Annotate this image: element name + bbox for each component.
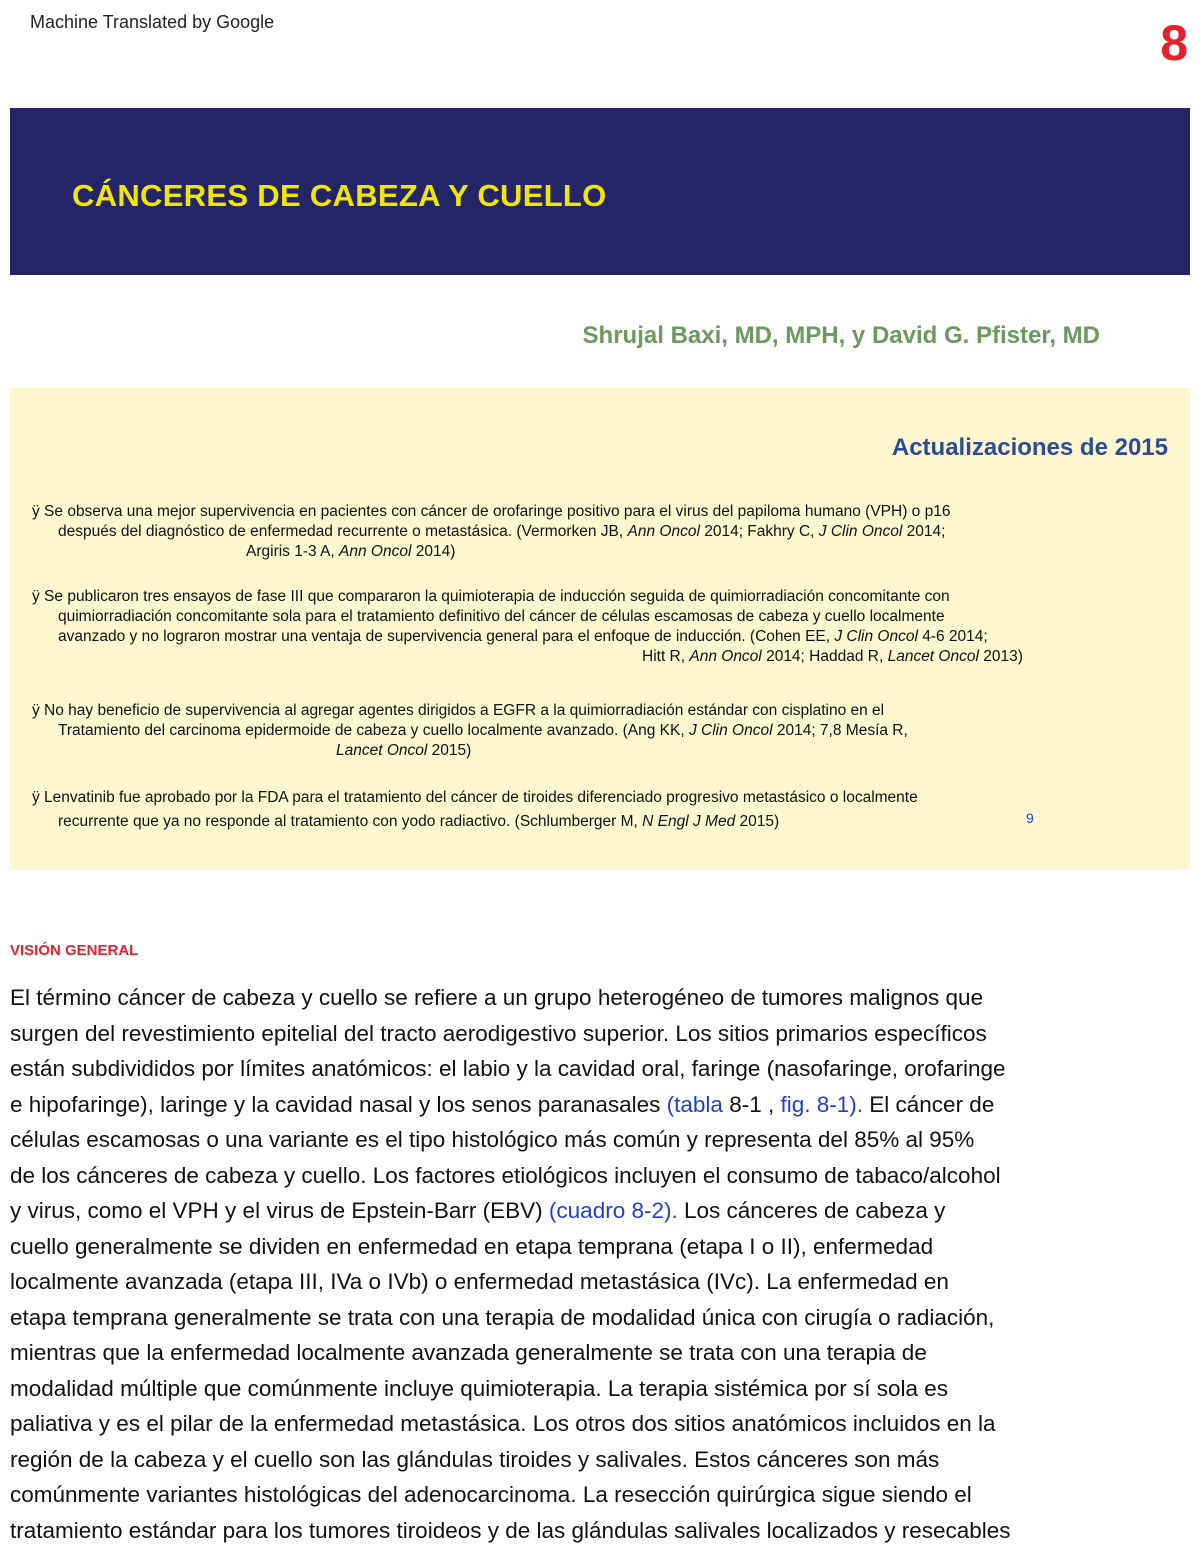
update-bullet-line: ÿ Se publicaron tres ensayos de fase III que compararon la quimioterapia de inducción seguida de quimiorradiación concomitante con: [32, 588, 950, 605]
box-link[interactable]: (cuadro 8-2).: [548, 1198, 678, 1223]
update-bullet-1: [32, 502, 950, 562]
paragraph-line: región de la cabeza y el cuello son las glándulas tiroides y salivales. Estos cánceres son más: [10, 1446, 940, 1472]
paragraph-line: paliativa y es el pilar de la enfermedad metastásica. Los otros dos sitios anatómicos incluidos en la: [10, 1411, 996, 1436]
paragraph-line: mientras que la enfermedad localmente avanzada generalmente se trata con una terapia de: [10, 1340, 927, 1365]
journal-name: J Clin Oncol: [834, 628, 918, 645]
text-span: 4-6 2014;: [917, 628, 988, 645]
journal-name: Lancet Oncol: [887, 648, 979, 665]
authors-line: Shrujal Baxi, MD, MPH, y David G. Pfister, MD: [582, 322, 1100, 349]
update-bullet-line: [32, 812, 918, 832]
text-span: 2014; 7,8 Mesía R,: [772, 722, 908, 739]
machine-translation-label: Machine Translated by Google: [30, 12, 275, 32]
text-span: El cáncer de: [863, 1091, 995, 1117]
text-span: Argiris 1-3 A,: [246, 543, 340, 560]
text-span: después del diagnóstico de enfermedad recurrente o metastásica. (Vermorken JB,: [58, 523, 628, 540]
text-span: 2014;: [902, 523, 946, 540]
text-span: 2013): [978, 648, 1023, 665]
text-span: avanzado y no lograron mostrar una ventaja de supervivencia general para el enfoque de inducción. (Cohen EE,: [58, 628, 835, 645]
paragraph-line: [10, 1087, 1200, 1123]
chapter-number: 8: [1160, 15, 1188, 71]
paragraph-line: de los cánceres de cabeza y cuello. Los factores etiológicos incluyen el consumo de tabaco/alcohol: [10, 1162, 1001, 1188]
update-bullet-4: [32, 788, 918, 832]
paragraph-line: modalidad múltiple que comúnmente incluye quimioterapia. La terapia sistémica por sí sola es: [10, 1375, 948, 1401]
updates-box: [10, 388, 1190, 870]
text-span: 8-1 ,: [722, 1091, 781, 1117]
text-span: 2014; Fakhry C,: [699, 523, 819, 540]
chapter-banner: [10, 108, 1190, 275]
journal-name: J Clin Oncol: [818, 523, 903, 540]
text-span: Los cánceres de cabeza y: [677, 1198, 946, 1223]
update-bullet-line: [32, 721, 908, 741]
text-span: 2014): [411, 543, 456, 560]
paragraph-line: surgen del revestimiento epitelial del tracto aerodigestivo superior. Los sitios primarios específicos: [10, 1020, 987, 1046]
paragraph-line: comúnmente variantes histológicas del adenocarcinoma. La resección quirúrgica sigue siendo el: [10, 1482, 972, 1507]
figure-link[interactable]: fig. 8-1).: [780, 1091, 864, 1117]
updates-title: Actualizaciones de 2015: [891, 434, 1168, 461]
section-heading-overview: VISIÓN GENERAL: [10, 942, 139, 959]
journal-name: N Engl J Med: [642, 813, 736, 830]
paragraph-line: localmente avanzada (etapa III, IVa o IVb) o enfermedad metastásica (IVc). La enfermedad en: [10, 1269, 949, 1294]
journal-name: Ann Oncol: [339, 543, 412, 560]
paragraph-line: tratamiento estándar para los tumores tiroideos y de las glándulas salivales localizados y resecables: [10, 1517, 1011, 1543]
update-bullet-line: ÿ No hay beneficio de supervivencia al agregar agentes dirigidos a EGFR a la quimiorradiación estándar con cisplatino en el: [32, 702, 885, 719]
update-bullet-line: ÿ Lenvatinib fue aprobado por la FDA para el tratamiento del cáncer de tiroides diferenciado progresivo metastásico o localmente: [32, 789, 918, 806]
paragraph-line: El término cáncer de cabeza y cuello se refiere a un grupo heterogéneo de tumores malignos que: [10, 985, 984, 1010]
footnote-reference[interactable]: 9: [1026, 810, 1034, 826]
text-span: 2015): [427, 742, 472, 759]
update-bullet-line: [32, 542, 950, 562]
journal-name: Ann Oncol: [689, 648, 762, 665]
paragraph-line: células escamosas o una variante es el tipo histológico más común y representa del 85% al 95%: [10, 1127, 975, 1152]
paragraph-line: están subdivididos por límites anatómicos: el labio y la cavidad oral, faringe (nasofaringe, orofaringe: [10, 1056, 1006, 1081]
update-bullet-line: quimiorradiación concomitante sola para el tratamiento definitivo del cáncer de células escamosas de cabeza y cuello localmente: [58, 608, 945, 625]
update-bullet-line: [32, 741, 908, 761]
paragraph-line: [10, 1193, 1200, 1229]
overview-paragraph: [10, 980, 1200, 1548]
chapter-title: CÁNCERES DE CABEZA Y CUELLO: [72, 178, 607, 213]
update-bullet-3: [32, 701, 908, 761]
update-bullet-line: [32, 522, 950, 542]
text-span: Tratamiento del carcinoma epidermoide de cabeza y cuello localmente avanzado. (Ang KK,: [58, 722, 689, 739]
update-bullet-line: [32, 647, 1023, 667]
text-span: recurrente que ya no responde al tratamiento con yodo radiactivo. (Schlumberger M,: [58, 813, 643, 830]
update-bullet-line: ÿ Se observa una mejor supervivencia en pacientes con cáncer de orofaringe positivo para el virus del papiloma humano (VPH) o p16: [32, 503, 951, 520]
update-bullet-line: [32, 627, 1023, 647]
text-span: e hipofaringe), laringe y la cavidad nasal y los senos paranasales: [10, 1091, 667, 1117]
text-span: Hitt R,: [642, 648, 690, 665]
table-link[interactable]: (tabla: [666, 1091, 723, 1117]
paragraph-line: etapa temprana generalmente se trata con una terapia de modalidad única con cirugía o radiación,: [10, 1304, 995, 1330]
journal-name: Ann Oncol: [627, 523, 700, 540]
text-span: 2015): [735, 813, 780, 830]
paragraph-line: cuello generalmente se dividen en enfermedad en etapa temprana (etapa I o II), enfermedad: [10, 1233, 934, 1259]
journal-name: Lancet Oncol: [336, 742, 428, 759]
update-bullet-2: [32, 587, 1023, 667]
journal-name: J Clin Oncol: [688, 722, 773, 739]
text-span: 2014; Haddad R,: [761, 648, 888, 665]
text-span: y virus, como el VPH y el virus de Epstein-Barr (EBV): [10, 1198, 549, 1223]
